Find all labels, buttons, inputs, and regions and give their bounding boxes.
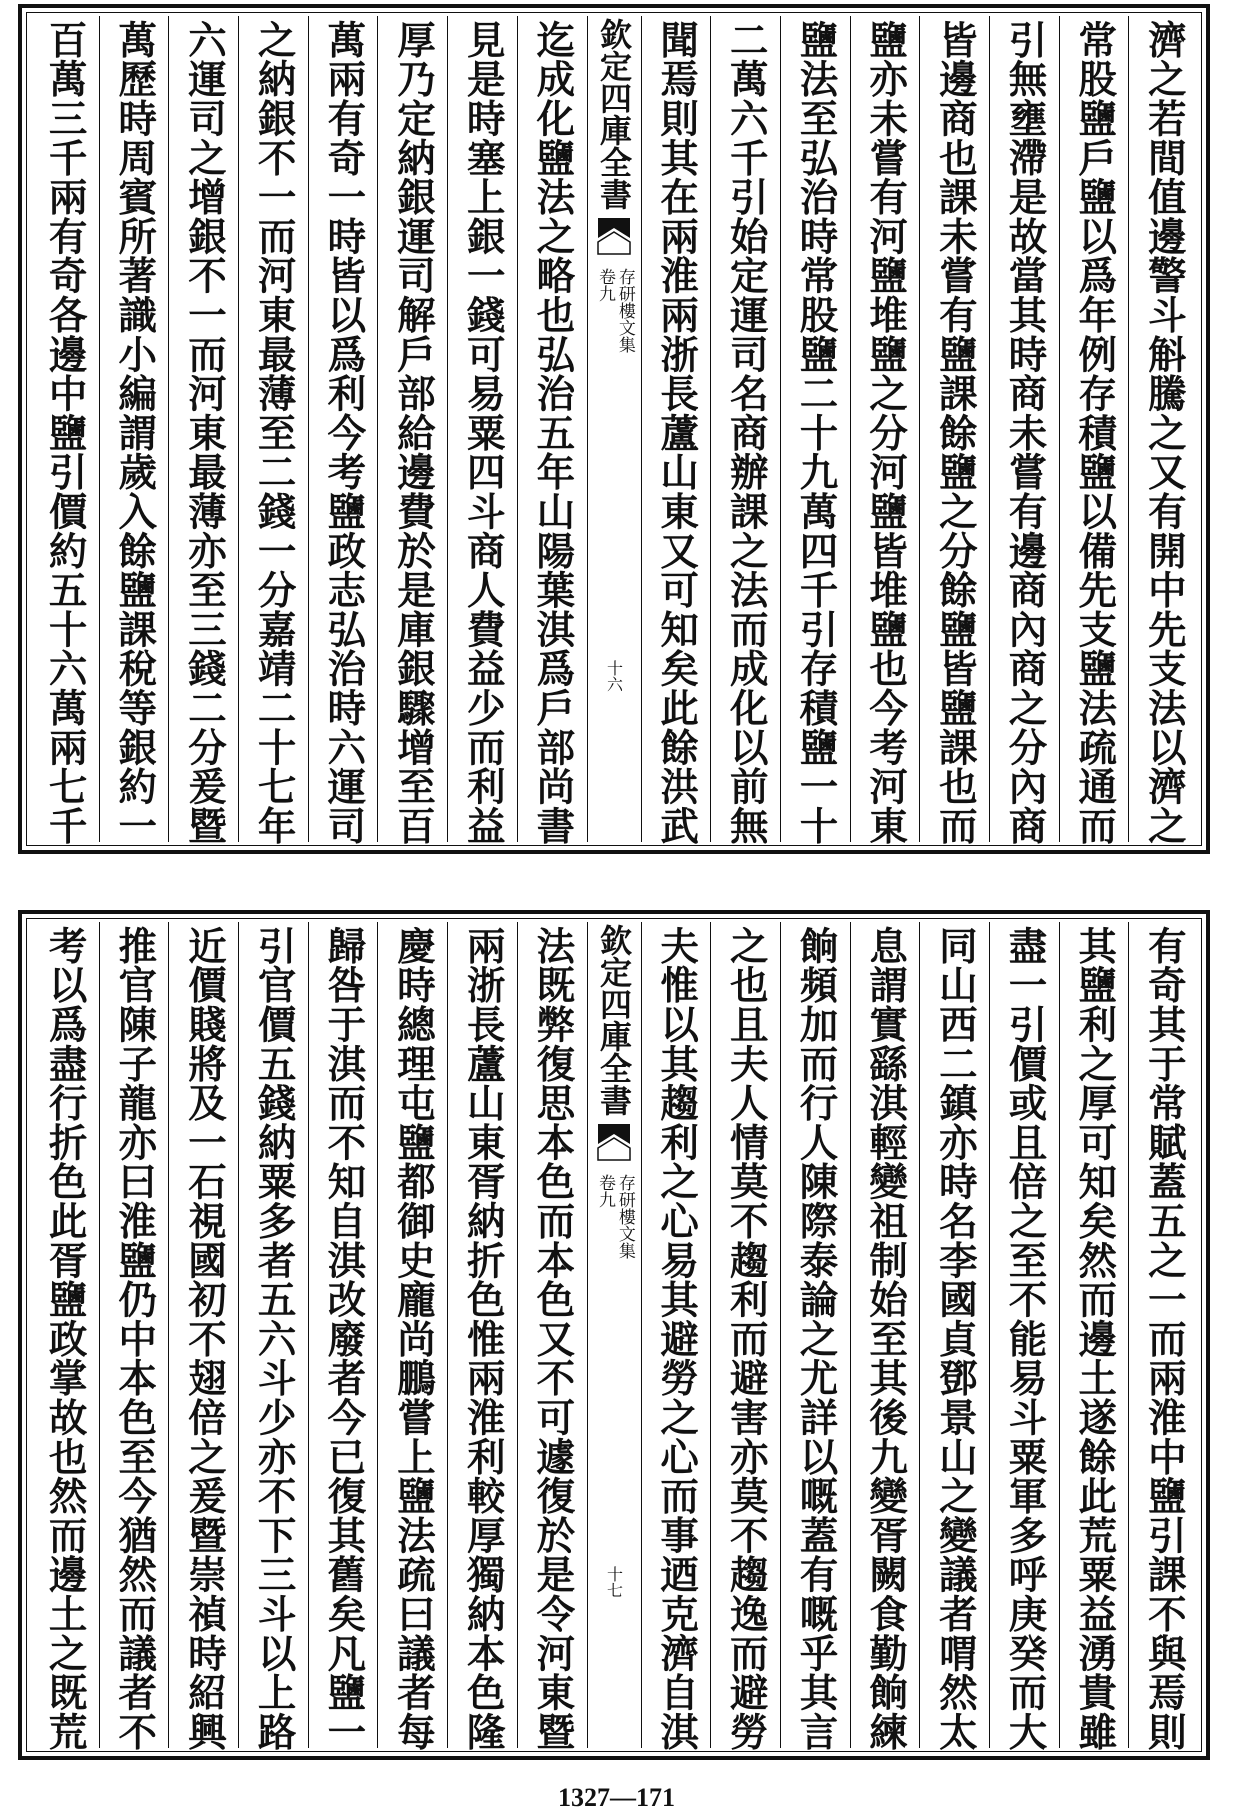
text-column: [989, 922, 1059, 1752]
lower-page: [18, 910, 1210, 1760]
collection-name: 存研樓文集: [614, 1174, 635, 1259]
page-number-footer: 1327—171: [558, 1783, 675, 1812]
text-column: [308, 922, 378, 1752]
text-column: [377, 16, 447, 846]
text-column: [641, 16, 711, 846]
fish-tail-mark-icon: [597, 1122, 631, 1162]
column-text: 二萬六千引始定運司名商辦課之法而成化以前無: [723, 20, 769, 846]
library-title: 欽定四庫全書: [595, 924, 633, 1116]
column-text: 六運司之增銀不一而河東最薄亦至三錢二分爰暨: [181, 20, 227, 846]
column-text: 濟之若間值邊警斗斛騰之又有開中先支法以濟之: [1141, 20, 1187, 846]
column-text: 迄成化鹽法之略也弘治五年山陽葉淇爲戶部尚書: [530, 20, 576, 846]
text-column: [168, 922, 238, 1752]
upper-page-columns: [30, 16, 1198, 846]
column-text: 盡一引價或且倍之至不能易斗粟軍多呼庚癸而大: [1002, 926, 1048, 1752]
lower-page-columns: [30, 922, 1198, 1752]
text-column: [238, 16, 308, 846]
column-text: 鹽法至弘治時常股鹽二十九萬四千引存積鹽一十: [793, 20, 839, 846]
volume-subtitle: [595, 1174, 633, 1259]
text-column: [99, 16, 169, 846]
column-text: 兩浙長蘆山東胥納折色惟兩淮利較厚獨納本色隆: [460, 926, 506, 1752]
text-column: [780, 16, 850, 846]
text-column: [780, 922, 850, 1752]
collection-name: 存研樓文集: [614, 268, 635, 353]
column-text: 常股鹽戶鹽以爲年例存積鹽以備先支鹽法疏通而: [1072, 20, 1118, 846]
column-text: 引官價五錢納粟多者五六斗少亦不下三斗以上路: [251, 926, 297, 1752]
leaf-number: 十七: [604, 1566, 624, 1598]
text-column: [99, 922, 169, 1752]
text-column: [1128, 16, 1198, 846]
column-text: 歸咎于淇而不知自淇改廢者今已復其舊矣凡鹽一: [321, 926, 367, 1752]
text-column: [710, 16, 780, 846]
column-text: 之也且夫人情莫不趨利而避害亦莫不趨逸而避勞: [723, 926, 769, 1752]
fold-center-column: [587, 922, 641, 1748]
library-title: 欽定四庫全書: [595, 18, 633, 210]
text-column: [919, 16, 989, 846]
upper-page: [18, 4, 1210, 854]
column-text: 百萬三千兩有奇各邊中鹽引價約五十六萬兩七千: [42, 20, 88, 846]
text-column: [517, 922, 587, 1752]
column-text: 同山西二鎮亦時名李國貞鄧景山之變議者喟然太: [932, 926, 978, 1752]
text-column: [850, 922, 920, 1752]
column-text: 有奇其于常賦蓋五之一而兩淮中鹽引課不與焉則: [1141, 926, 1187, 1752]
column-text: 萬兩有奇一時皆以爲利今考鹽政志弘治時六運司: [321, 20, 367, 846]
text-column: [30, 16, 99, 846]
column-text: 厚乃定納銀運司解戶部給邊費於是庫銀驟增至百: [391, 20, 437, 846]
text-column: [850, 16, 920, 846]
text-column: [1059, 922, 1129, 1752]
text-column: [989, 16, 1059, 846]
leaf-number: 十六: [604, 660, 624, 692]
column-text: 之納銀不一而河東最薄至二錢一分嘉靖二十七年: [251, 20, 297, 846]
juan-number: 卷九: [595, 268, 615, 302]
text-column: [308, 16, 378, 846]
text-column: [447, 922, 517, 1752]
column-text: 引無壅滯是故當其時商未嘗有邊商內商之分內商: [1002, 20, 1048, 846]
fish-tail-mark-icon: [597, 216, 631, 256]
column-text: 萬歷時周賓所著識小編謂歲入餘鹽課稅等銀約一: [112, 20, 158, 846]
column-text: 夫惟以其趨利之心易其避勞之心而事迺克濟自淇: [654, 926, 700, 1752]
text-column: [447, 16, 517, 846]
column-text: 慶時總理屯鹽都御史龐尚鵬嘗上鹽法疏曰議者每: [391, 926, 437, 1752]
text-column: [1059, 16, 1129, 846]
column-text: 其鹽利之厚可知矣然而邊土遂餘此荒粟益湧貴雖: [1072, 926, 1118, 1752]
column-text: 考以爲盡行折色此胥鹽政掌故也然而邊土之既荒: [42, 926, 88, 1752]
column-text: 推官陳子龍亦曰淮鹽仍中本色至今猶然而議者不: [112, 926, 158, 1752]
column-text: 餉頻加而行人陳際泰論之尤詳以嘅蓋有嘅乎其言: [793, 926, 839, 1752]
volume-subtitle: [595, 268, 633, 353]
column-text: 見是時塞上銀一錢可易粟四斗商人費益少而利益: [460, 20, 506, 846]
fold-center-column: [587, 16, 641, 842]
column-text: 皆邊商也課未嘗有鹽課餘鹽之分餘鹽皆鹽課也而: [932, 20, 978, 846]
text-column: [238, 922, 308, 1752]
text-column: [919, 922, 989, 1752]
text-column: [1128, 922, 1198, 1752]
column-text: 鹽亦未嘗有河鹽堆鹽之分河鹽皆堆鹽也今考河東: [863, 20, 909, 846]
text-column: [30, 922, 99, 1752]
text-column: [168, 16, 238, 846]
juan-number: 卷九: [595, 1174, 615, 1208]
column-text: 聞焉則其在兩淮兩浙長蘆山東又可知矣此餘洪武: [654, 20, 700, 846]
text-column: [377, 922, 447, 1752]
text-column: [517, 16, 587, 846]
text-column: [710, 922, 780, 1752]
column-text: 近價賤將及一石視國初不翅倍之爰暨崇禎時紹興: [181, 926, 227, 1752]
column-text: 法既弊復思本色而本色又不可遽復於是令河東暨: [530, 926, 576, 1752]
text-column: [641, 922, 711, 1752]
column-text: 息謂實繇淇輕變祖制始至其後九變胥闕食勤餉練: [863, 926, 909, 1752]
